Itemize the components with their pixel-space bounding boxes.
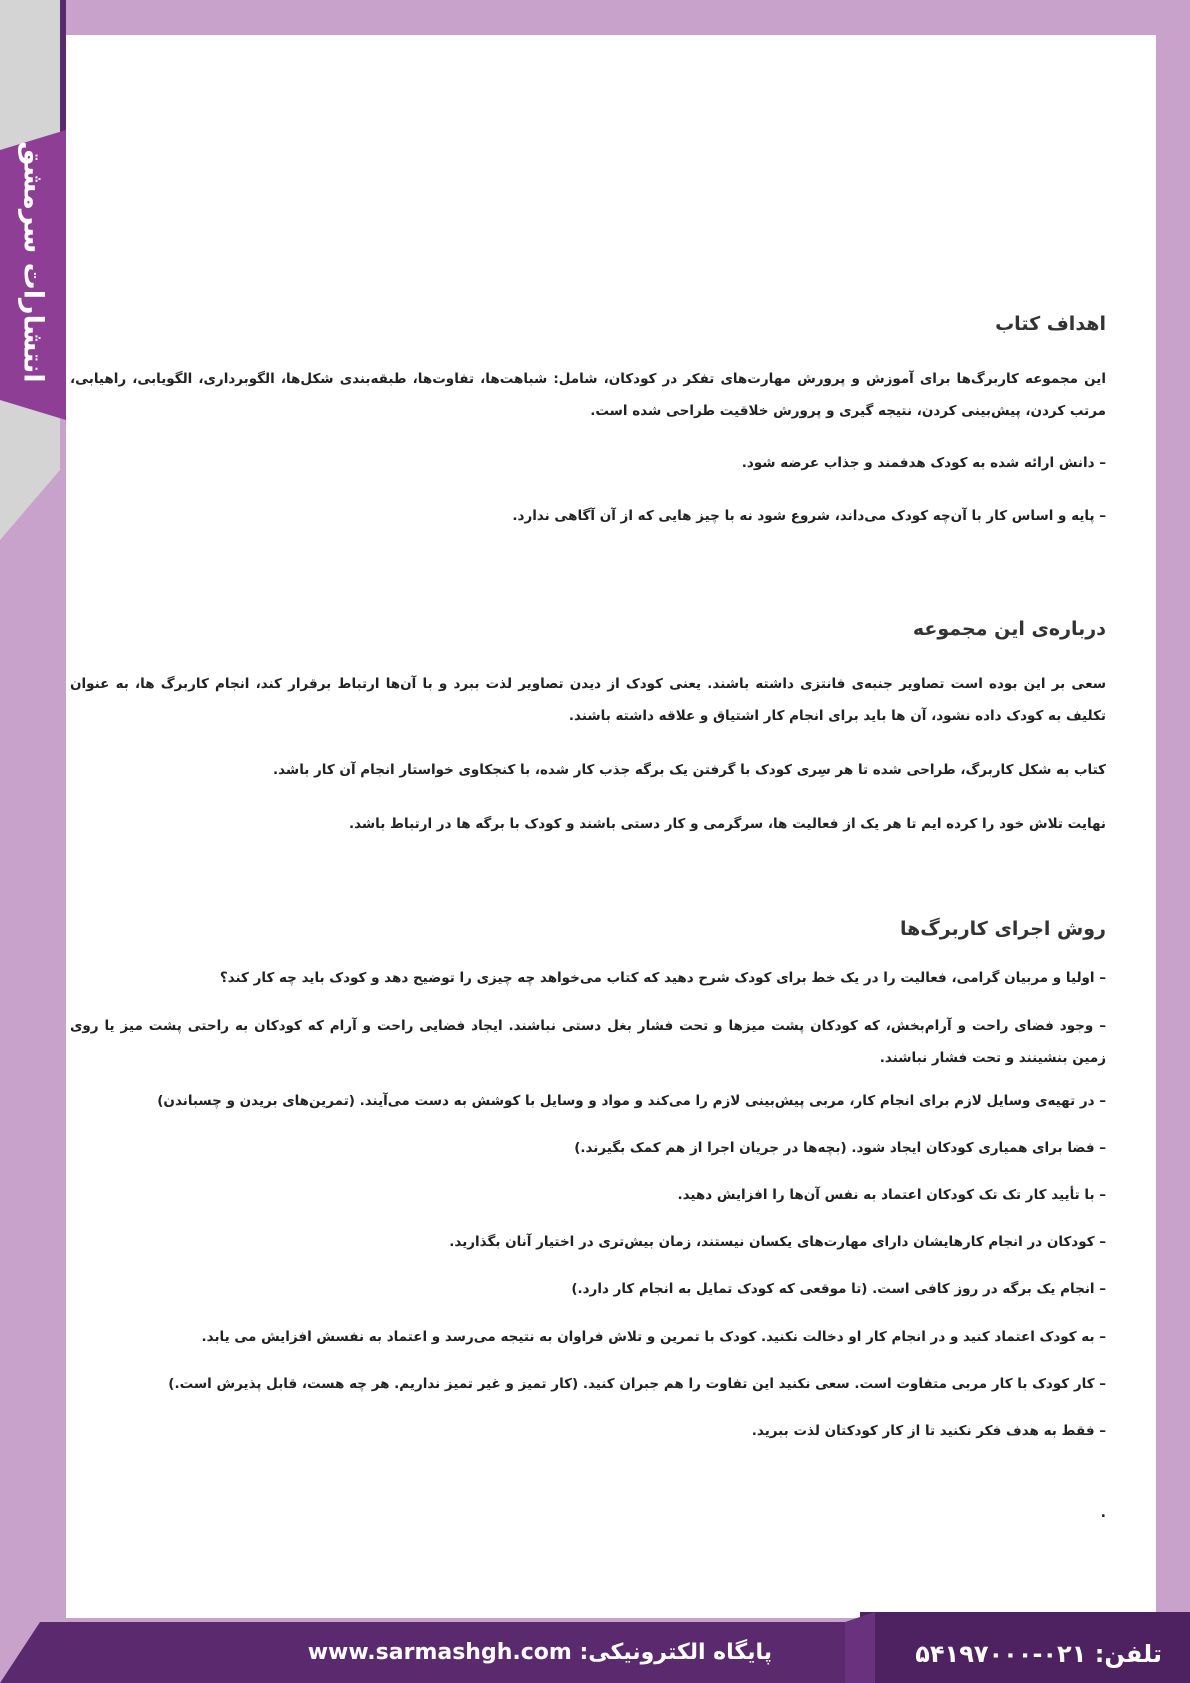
footer-phone: تلفن: ۰۲۱-۵۴۱۹۷۰۰۰: [915, 1640, 1162, 1668]
paragraph: سعی بر این بوده است تصاویر جنبه‌ی فانتزی داشته باشند. یعنی کودک از دیدن تصاویر لذت ببرد و با آن‌ها ارتباط برقرار کند، انجام کاربرگ ها، به عنوان تکلیف به کودک داده نشود، آن ها باید برای انجام کار اشتیاق و علاقه داشته باشند.: [70, 676, 1106, 724]
list-item: – کار کودک با کار مربی متفاوت است. سعی نکنید این تفاوت را هم جبران کنید. (کار تمیز و غیر تمیز نداریم. هر چه هست، قابل پذیرش است.): [168, 1376, 1106, 1392]
publisher-name: انتشارات سرمشق: [17, 141, 49, 383]
list-item: – با تأیید کار تک تک کودکان اعتماد به نفس آن‌ها را افزایش دهید.: [677, 1187, 1106, 1203]
list-item: – در تهیه‌ی وسایل لازم برای انجام کار، مربی پیش‌بینی لازم را می‌کند و مواد و وسایل با کوشش به دست می‌آیند. (تمرین‌های بریدن و چسباندن): [157, 1093, 1106, 1109]
paragraph: نهایت تلاش خود را کرده ایم تا هر یک از فعالیت ها، سرگرمی و کار دستی باشند و کودک با برگه ها در ارتباط باشد.: [348, 816, 1106, 832]
list-item: – پایه و اساس کار با آن‌چه کودک می‌داند، شروع شود نه با چیز هایی که از آن آگاهی ندارد.: [512, 508, 1106, 524]
list-item: – وجود فضای راحت و آرام‌بخش، که کودکان پشت میزها و تحت فشار بغل دستی نباشند. ایجاد فضایی راحت و آرام که کودکان به راحتی پشت میز یا روی زمین بنشینند و تحت فشار نباشند.: [70, 1018, 1106, 1066]
sidebar-rule: [60, 0, 66, 140]
paragraph: کتاب به شکل کاربرگ، طراحی شده تا هر سِری کودک با گرفتن یک برگه جذب کار شده، با کنجکاوی خواستار انجام آن کار باشد.: [273, 762, 1106, 778]
section-heading: روش اجرای کاربرگ‌ها: [900, 918, 1106, 940]
list-item: – فضا برای همیاری کودکان ایجاد شود. (بچه‌ها در جریان اجرا از هم کمک بگیرند.): [574, 1140, 1106, 1156]
list-item: – کودکان در انجام کارهایشان دارای مهارت‌های یکسان نیستند، زمان بیش‌تری در اختیار آنان بگذارید.: [449, 1234, 1106, 1250]
list-item: – انجام یک برگه در روز کافی است. (تا موقعی که کودک تمایل به انجام کار دارد.): [571, 1281, 1106, 1297]
section-heading: اهداف کتاب: [995, 313, 1106, 335]
list-item: – دانش ارائه شده به کودک هدفمند و جذاب عرضه شود.: [741, 455, 1106, 471]
section-heading: درباره‌ی این مجموعه: [912, 618, 1106, 640]
paragraph: این مجموعه کاربرگ‌ها برای آموزش و پرورش مهارت‌های تفکر در کودکان، شامل: شباهت‌ها، تفاوت‌ها، طبقه‌بندی شکل‌ها، الگوبرداری، الگویابی، راهیابی، مرتب کردن، پیش‌بینی کردن، نتیجه گیری و پرورش خلاقیت طراحی شده است.: [70, 371, 1106, 419]
trailing-mark: .: [1100, 1505, 1106, 1521]
list-item: – اولیا و مربیان گرامی، فعالیت را در یک خط برای کودک شرح دهید که کتاب می‌خواهد چه چیزی را توضیح دهد و کودک باید چه کار کند؟: [219, 970, 1106, 986]
footer-website[interactable]: پایگاه الکترونیکی: www.sarmashgh.com: [307, 1640, 772, 1665]
list-item: – فقط به هدف فکر نکنید تا از کار کودکتان لذت ببرید.: [751, 1423, 1106, 1439]
list-item: – به کودک اعتماد کنید و در انجام کار او دخالت نکنید. کودک با تمرین و تلاش فراوان به نتیجه می‌رسد و اعتماد به نفسش افزایش می یابد.: [201, 1329, 1106, 1345]
